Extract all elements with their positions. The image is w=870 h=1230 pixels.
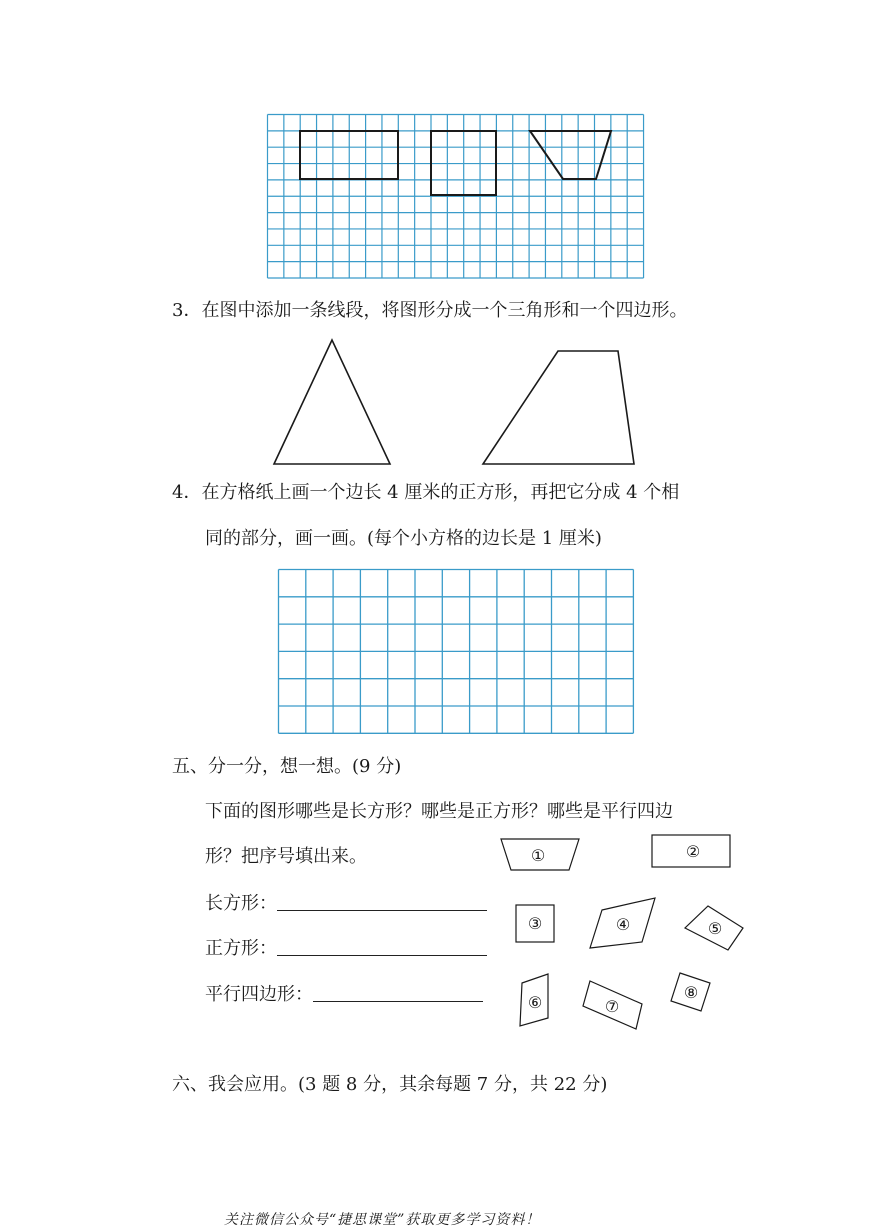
shape-3-number: ③ — [527, 914, 543, 933]
shape-2-number: ② — [685, 842, 701, 861]
question-4-line1: 4．在方格纸上画一个边长 4 厘米的正方形，再把它分成 4 个相 — [172, 482, 680, 503]
parallelogram-answer-row — [205, 986, 483, 1004]
question-4-line2: 同的部分，画一画。(每个小方格的边长是 1 厘米) — [205, 528, 602, 549]
shape-5-number: ⑤ — [707, 919, 723, 938]
top-grid-figure — [266, 113, 646, 280]
shape-4-number: ④ — [615, 915, 631, 934]
square-answer-blank[interactable] — [277, 955, 487, 956]
square-label: 正方形： — [205, 938, 277, 959]
footer-note: 关注微信公众号“捷思课堂”获取更多学习资料！ — [224, 1212, 541, 1228]
rectangle-label: 长方形： — [205, 893, 277, 914]
rectangle-answer-blank[interactable] — [277, 910, 487, 911]
section-5-prompt-line1: 下面的图形哪些是长方形？哪些是正方形？哪些是平行四边 — [205, 801, 673, 822]
section-5-title: 五、分一分，想一想。(9 分) — [172, 756, 402, 777]
triangle-shape — [274, 340, 390, 464]
trapezoid-shape — [530, 131, 611, 179]
shape-7-number: ⑦ — [604, 997, 620, 1016]
q3-figures — [260, 332, 660, 472]
shape-1-number: ① — [530, 846, 546, 865]
numbered-shapes — [490, 828, 750, 1038]
question-3-text: 3．在图中添加一条线段，将图形分成一个三角形和一个四边形。 — [172, 300, 688, 321]
right-trapezoid-shape — [483, 351, 634, 464]
square-answer-row — [205, 940, 487, 958]
parallelogram-answer-blank[interactable] — [313, 1001, 483, 1002]
shape-8-number: ⑧ — [683, 983, 699, 1002]
shape-6-number: ⑥ — [527, 993, 543, 1012]
section-6-title: 六、我会应用。(3 题 8 分，其余每题 7 分，共 22 分) — [172, 1074, 608, 1095]
square-grid[interactable] — [277, 568, 637, 736]
parallelogram-label: 平行四边形： — [205, 984, 313, 1005]
top-grid — [268, 115, 644, 279]
section-5-prompt-line2: 形？把序号填出来。 — [205, 846, 367, 867]
rectangle-answer-row — [205, 895, 487, 913]
